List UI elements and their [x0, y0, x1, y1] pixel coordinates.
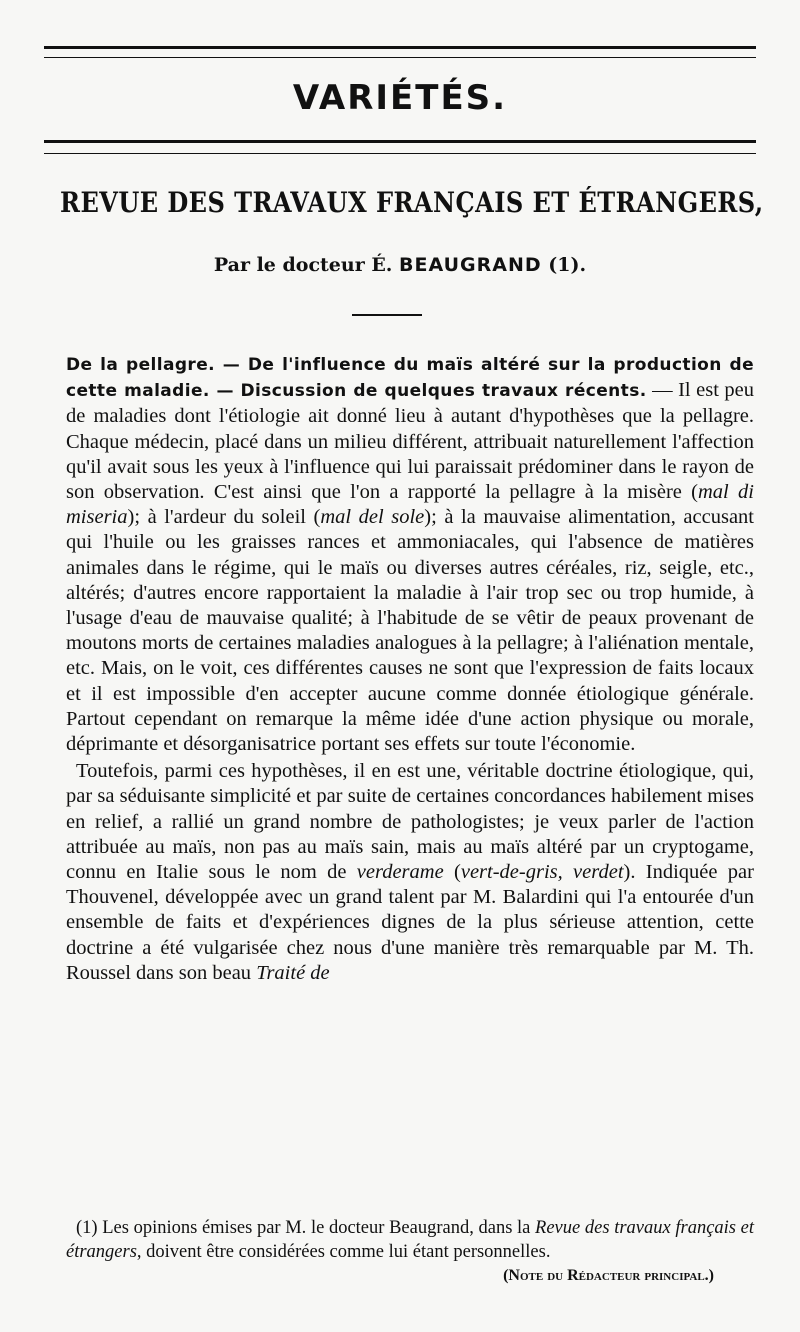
byline-prefix: Par le docteur É.	[213, 254, 393, 276]
italic-term: verderame	[356, 861, 444, 884]
footnote-text: , doivent être considérées comme lui étant personnelles.	[136, 1242, 551, 1262]
paragraph-1-text: ); à l'ardeur du soleil (	[127, 506, 321, 529]
italic-term: vert-de-gris, verdet	[460, 861, 624, 884]
paragraph-1-text: — Il est peu de maladies dont l'étiologie ait donné lieu à autant d'hypothèses que la pellagre. Chaque médecin, placé dans un milieu différent, attribuait naturellement l'affection qu'il avait sous les yeux à l'influence qui lui paraissait prédominer dans le rayon de son observation. C'est ainsi que l'on a rapporté la pellagre à la misère (	[66, 379, 754, 504]
paragraph-1-text: ); à la mauvaise alimentation, accusant qui l'huile ou les graisses rances et ammoniacales, qui l'absence de matières animales dans le régime, qui le maïs ou diverses autres céréales, riz, seigle, etc., altérés; d'autres encore rapportaient la maladie à l'air trop sec ou trop humide, à l'usage d'eau de mauvaise qualité; à l'habitude de se vêtir de peaux provenant de moutons morts de certaines maladies analogues à la pellagre; à l'aliénation mentale, etc. Mais, on le voit, ces différentes causes ne sont que l'expression de faits locaux et il est impossible d'en accepter aucune comme donnée étiologique générale. Partout cependant on remarque la même idée d'une action physique ou morale, déprimante et désorganisatrice portant ses effets sur toute l'économie.	[66, 506, 754, 756]
byline	[0, 254, 800, 276]
short-divider	[352, 314, 422, 316]
paragraph-2	[66, 759, 754, 986]
footnote	[66, 1216, 754, 1288]
italic-term: mal del sole	[320, 506, 425, 529]
italic-term: mal di miseria	[66, 481, 754, 529]
author-name: BEAUGRAND	[399, 254, 542, 276]
top-double-rule	[44, 46, 756, 58]
section-heading: VARIÉTÉS.	[292, 78, 508, 118]
heading-double-rule	[44, 140, 756, 154]
footnote-text: (1) Les opinions émises par M. le docteur Beaugrand, dans la	[76, 1218, 536, 1238]
article-title: REVUE DES TRAVAUX FRANÇAIS ET ÉTRANGERS,	[60, 186, 764, 219]
article-body	[66, 352, 754, 986]
paragraph-2-text: (	[443, 861, 461, 884]
footnote-italic: Revue des travaux français et étrangers	[66, 1218, 754, 1262]
paragraph-1	[66, 352, 754, 757]
footnote-marker: (1).	[548, 254, 587, 276]
italic-term: Traité de	[256, 961, 330, 984]
paragraph-1-lead: De la pellagre. — De l'influence du maïs altéré sur la production de cette maladie. — Discussion de quelques travaux récents.	[66, 355, 754, 402]
editor-credit: (Note du Rédacteur principal.)	[503, 1267, 714, 1284]
paragraph-2-text: Toutefois, parmi ces hypothèses, il en est une, véritable doctrine étiologique, qui, par sa séduisante simplicité et par suite de certaines concordances habilement mises en relief, a rallié un grand nombre de pathologistes; je veux parler de l'action attribuée au maïs, non pas au maïs sain, mais au maïs altéré par un cryptogame, connu en Italie sous le nom de	[66, 760, 754, 884]
paragraph-2-text: ). Indiquée par Thouvenel, développée avec un grand talent par M. Balardini qui l'a entourée d'un ensemble de faits et d'expériences dignes de la plus sérieuse attention, cette doctrine a été vulgarisée chez nous d'une manière très remarquable par M. Th. Roussel dans son beau	[66, 861, 754, 984]
